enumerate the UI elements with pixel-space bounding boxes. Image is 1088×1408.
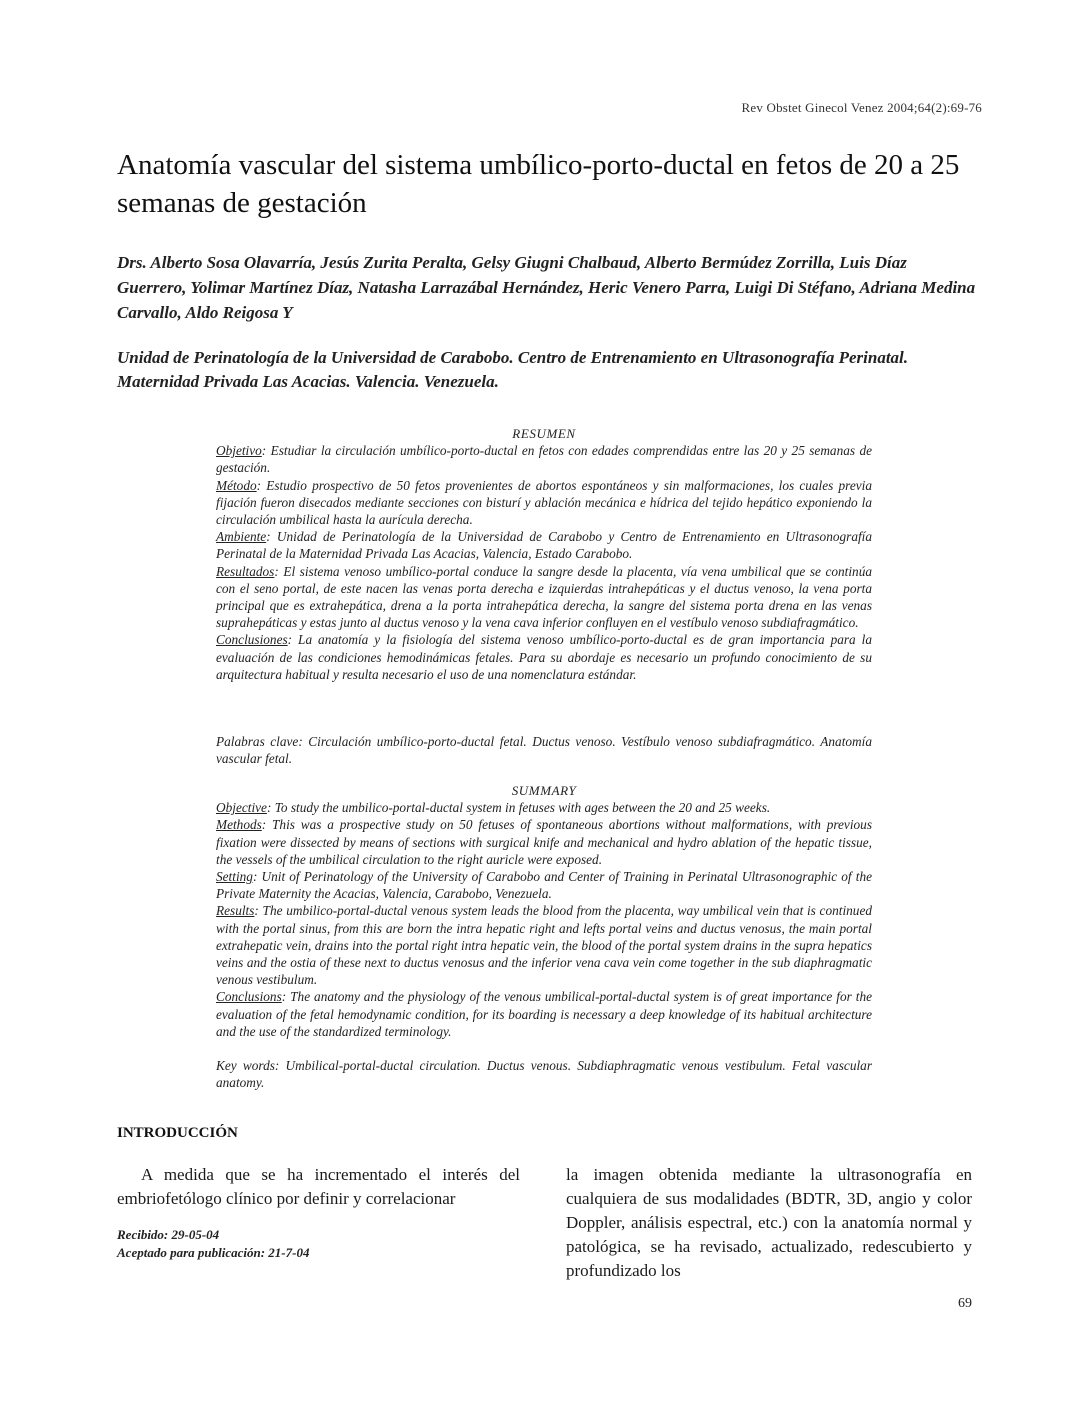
submission-dates (117, 1226, 309, 1262)
abstract-methods (216, 816, 872, 868)
abstract-results (216, 563, 872, 632)
abstract-conclusions (216, 631, 872, 683)
section-text: : The anatomy and the physiology of the venous umbilical-portal-ductal system is of great importance for the evaluation of the fetal hemodynamic condition, for its boarding is necessary a deep knowledge of its habitual architecture and the use of the standardized terminology. (216, 989, 872, 1039)
section-text: : To study the umbilico-portal-ductal system in fetuses with ages between the 20 and 25 weeks. (266, 800, 771, 816)
abstract-conclusions (216, 988, 872, 1040)
section-text: : This was a prospective study on 50 fetuses of spontaneous abortions without malformations, with previous fixation were dissected by means of sections with surgical knife and mechanical and hydro ablation of the hepatic tissue, the vessels of the umbilical circulation to the right auricle were exposed. (216, 817, 872, 867)
section-text: : La anatomía y la fisiología del sistema venoso umbílico-porto-ductal es de gran importancia para la evaluación de las condiciones hemodinámicas fetales. Para su abordaje es necesario un profundo conocimiento de su arquitectura habitual y resulta necesario el uso de una nomenclatura estándar. (216, 632, 872, 682)
affiliation: Unidad de Perinatología de la Universidad de Carabobo. Centro de Entrenamiento en Ultrasonografía Perinatal. Maternidad Privada Las Acacias. Valencia. Venezuela. (117, 348, 909, 391)
body-text-left-column: A medida que se ha incrementado el interés del embriofetólogo clínico por definir y correlacionar (117, 1165, 520, 1208)
section-text: : Estudio prospectivo de 50 fetos provenientes de abortos espontáneos y sin malformaciones, los cuales previa fijación fueron disecados mediante secciones con bisturí y ablación mecánica e hídrica del tejido hepático exponiendo la circulación umbilical hasta la aurícula derecha. (216, 477, 872, 528)
abstract-results (216, 902, 872, 988)
section-label: Setting (216, 869, 253, 885)
section-label: Conclusions (216, 989, 282, 1005)
abstract-method (216, 477, 872, 529)
page-number: 69 (958, 1296, 972, 1311)
abstract-heading: SUMMARY (511, 783, 577, 798)
section-text: : The umbilico-portal-ductal venous system leads the blood from the placenta, way umbilical vein that is continued with the portal sinus, from this are born the intra hepatic right and lefts portal veins and ductus venosus, the main portal extrahepatic vein, drains into the portal right intra hepatic vein, the blood of the portal system drains in the supra hepatics veins and the ostia of these next to ductus venosus and the inferior vena cava vein come together in the sub diaphragmatic venous vestibulum. (216, 903, 872, 988)
journal-reference: Rev Obstet Ginecol Venez 2004;64(2):69-76 (741, 100, 982, 115)
section-heading-introduccion: INTRODUCCIÓN (117, 1125, 238, 1141)
received-date: Recibido: 29-05-04 (117, 1227, 220, 1242)
section-text: : Estudiar la circulación umbílico-porto-ductal en fetos con edades comprendidas entre las 20 y 25 semanas de gestación. (216, 443, 872, 476)
abstract-english (216, 782, 872, 1040)
section-label: Results (216, 903, 255, 919)
section-text: : Unidad de Perinatología de la Universidad de Carabobo y Centro de Entrenamiento en Ultrasonografía Perinatal de la Maternidad Privada Las Acacias, Valencia, Estado Carabobo. (216, 529, 872, 562)
abstract-setting (216, 528, 872, 562)
keywords-english (216, 1057, 872, 1091)
section-label: Methods (216, 817, 262, 833)
section-text: : El sistema venoso umbílico-portal conduce la sangre desde la placenta, vía vena umbilical que se continúa con el seno portal, de este nacen las venas porta derecha e izquierdas intrahepáticas y el ductus venoso, la vena porta principal que es extrahepática, drena a la porta intrahepática derecha, la sangre del sistema porta drena en las venas suprahepáticas y estas junto al ductus venoso y la vena cava inferior confluyen en el vestíbulo venoso subdiafragmático. (216, 563, 872, 631)
abstract-spanish (216, 425, 872, 683)
section-label: Objective (216, 800, 267, 816)
section-label: Método (216, 477, 257, 493)
section-label: Objetivo (216, 443, 262, 459)
body-text-right-column: la imagen obtenida mediante la ultrasonografía en cualquiera de sus modalidades (BDTR, 3D, angio y color Doppler, análisis espectral, etc.) con la anatomía normal y patológica, se ha revisado, actualizado, redescubierto y profundizado los (566, 1165, 972, 1280)
keywords-spanish (216, 733, 872, 767)
abstract-objective (216, 799, 872, 816)
abstract-setting (216, 868, 872, 902)
keywords-text: Palabras clave: Circulación umbílico-porto-ductal fetal. Ductus venoso. Vestíbulo venoso subdiafragmático. Anatomía vascular fetal. (216, 734, 872, 767)
keywords-text: Key words: Umbilical-portal-ductal circulation. Ductus venous. Subdiaphragmatic venous vestibulum. Fetal vascular anatomy. (216, 1058, 872, 1091)
abstract-heading: RESUMEN (512, 426, 576, 441)
section-label: Ambiente (216, 529, 267, 545)
section-text: : Unit of Perinatology of the University of Carabobo and Center of Training in Perinatal Ultrasonographic of the Private Maternity the Acacias, Valencia, Carabobo, Venezuela. (216, 869, 872, 902)
accepted-date: Aceptado para publicación: 21-7-04 (117, 1245, 310, 1260)
author-list: Drs. Alberto Sosa Olavarría, Jesús Zurita Peralta, Gelsy Giugni Chalbaud, Alberto Bermúdez Zorrilla, Luis Díaz Guerrero, Yolimar Martínez Díaz, Natasha Larrazábal Hernández, Heric Venero Parra, Luigi Di Stéfano, Adriana Medina Carvallo, Aldo Reigosa Y (117, 253, 976, 322)
section-label: Conclusiones (216, 632, 288, 648)
article-title: Anatomía vascular del sistema umbílico-porto-ductal en fetos de 20 a 25 semanas de gestación (117, 149, 960, 219)
abstract-objective (216, 442, 872, 476)
section-label: Resultados (216, 563, 275, 579)
